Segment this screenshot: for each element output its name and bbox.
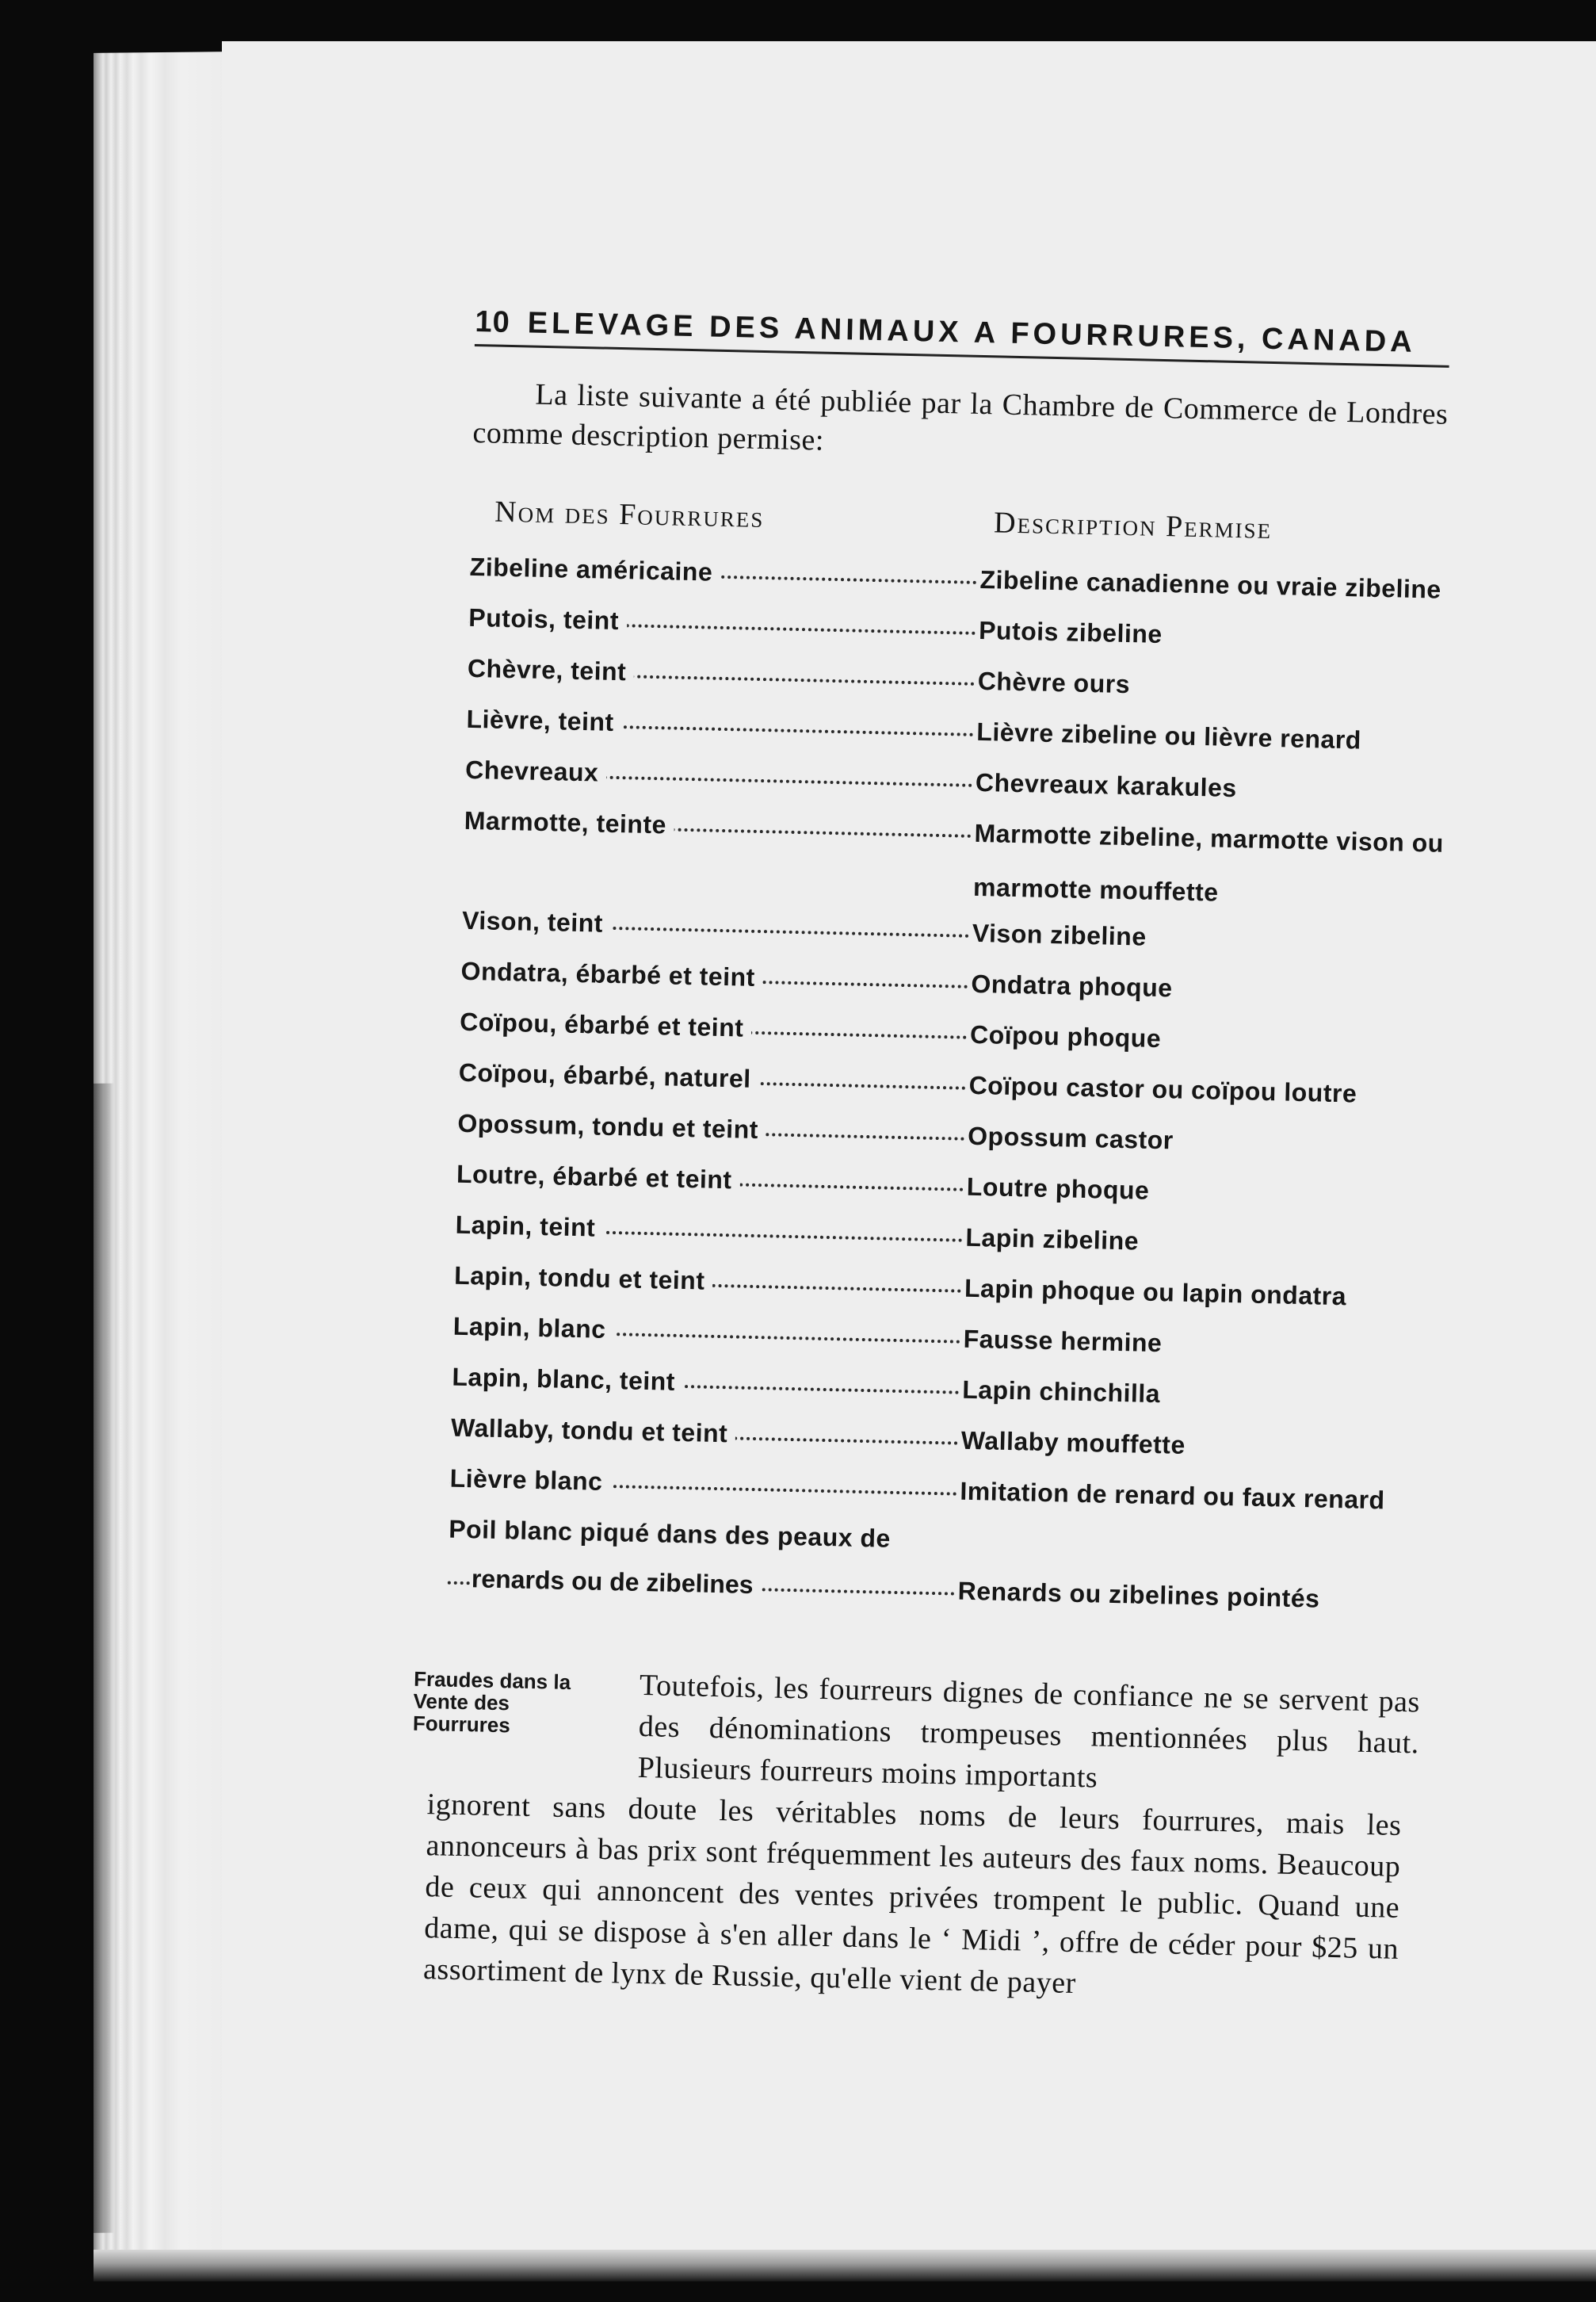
body-text-opening: Toutefois, les fourreurs dignes de confiance ne se servent pas des dénominations trompeuses mentionnées plus haut. Plusieurs fourreurs moins importants — [637, 1668, 1421, 1795]
fur-name: Marmotte, teinte — [464, 806, 674, 840]
column-heading-fur-name: Nom des Fourrures — [494, 495, 765, 535]
fur-description: Chevreaux karakules — [972, 755, 1483, 820]
fur-description: Lapin zibeline — [962, 1210, 1473, 1275]
fur-description: Lapin phoque ou lapin ondatra — [960, 1261, 1472, 1326]
fur-description: Ondatra phoque — [968, 957, 1479, 1022]
fur-name: Vison, teint — [462, 906, 612, 939]
intro-paragraph: La liste suivante a été publiée par la Chambre de Commerce de Londres comme description permise: — [472, 377, 1449, 457]
body-text — [422, 1661, 1468, 2013]
fur-description: Renards ou zibelines pointés — [954, 1564, 1465, 1629]
fur-description: Zibeline canadienne ou vraie zibeline — [976, 553, 1487, 618]
fur-description: Imitation de renard ou faux renard — [956, 1464, 1468, 1529]
fur-name: Ondatra, ébarbé et teint — [460, 957, 763, 992]
page-number: 10 — [475, 305, 511, 339]
page-edges — [94, 52, 228, 2273]
fur-description: Vison zibeline — [968, 906, 1480, 971]
fur-name: Lapin, blanc, teint — [452, 1363, 683, 1397]
fur-name: Chevreaux — [465, 755, 607, 788]
fur-name: Lièvre blanc — [449, 1464, 611, 1497]
fur-description: Putois zibeline — [975, 603, 1486, 668]
fur-name: Wallaby, tondu et teint — [451, 1413, 736, 1449]
fur-description: Fausse hermine — [960, 1312, 1471, 1377]
fur-name: Chèvre, teint — [468, 654, 635, 687]
fur-name-continuation: renards ou de zibelines — [472, 1564, 762, 1600]
fur-description: Chèvre ours — [974, 654, 1485, 719]
fur-name: Coïpou, ébarbé, naturel — [458, 1058, 759, 1094]
fur-description: Lièvre zibeline ou lièvre renard — [973, 705, 1484, 770]
fur-name: Coïpou, ébarbé et teint — [460, 1008, 752, 1043]
margin-note: Fraudes dans la Vente des Fourrures — [412, 1666, 571, 1738]
running-title: ELEVAGE DES ANIMAUX A FOURRURES, CANADA — [527, 306, 1417, 359]
column-heading-description: Description Permise — [993, 506, 1273, 545]
page-bottom-shadow — [94, 2250, 1596, 2281]
fur-name: Poil blanc piqué dans des peaux de — [449, 1515, 899, 1554]
fur-name: Lapin, blanc — [452, 1312, 613, 1344]
fur-description: Loutre phoque — [963, 1160, 1474, 1225]
page-content — [412, 305, 1498, 2013]
fur-description: Coïpou phoque — [966, 1008, 1477, 1073]
fur-list — [447, 553, 1492, 1637]
fur-name: Zibeline américaine — [469, 553, 720, 587]
fraud-section — [412, 1661, 1468, 2013]
fur-description: Opossum castor — [964, 1109, 1476, 1174]
fur-description: Lapin chinchilla — [959, 1363, 1470, 1428]
fur-name: Lapin, teint — [455, 1210, 603, 1243]
fur-description: Wallaby mouffette — [957, 1413, 1468, 1478]
fur-description: Coïpou castor ou coïpou loutre — [965, 1058, 1476, 1123]
fur-name: Loutre, ébarbé et teint — [456, 1160, 740, 1195]
fur-name: Putois, teint — [468, 603, 627, 636]
fur-description: Marmotte zibeline, marmotte vison ou marmotte mouffette — [969, 806, 1482, 925]
fur-row-last — [447, 1515, 1471, 1637]
fur-name: Lapin, tondu et teint — [454, 1261, 713, 1296]
fur-name: Lièvre, teint — [466, 705, 622, 737]
fur-name: Opossum, tondu et teint — [457, 1109, 766, 1145]
body-text-continuation: ignorent sans doute les véritables noms de leurs fourrures, mais les annonceurs à bas prix sont fréquemment les auteurs des faux noms. Beaucoup de ceux qui annoncent des ventes privées trompent le public. Quand une dame, qui se dispose à s'en aller dans le ‘ Midi ’, offre de céder pour $25 un assortiment de lynx de Russie, qu'elle vient de payer — [422, 1788, 1402, 2001]
